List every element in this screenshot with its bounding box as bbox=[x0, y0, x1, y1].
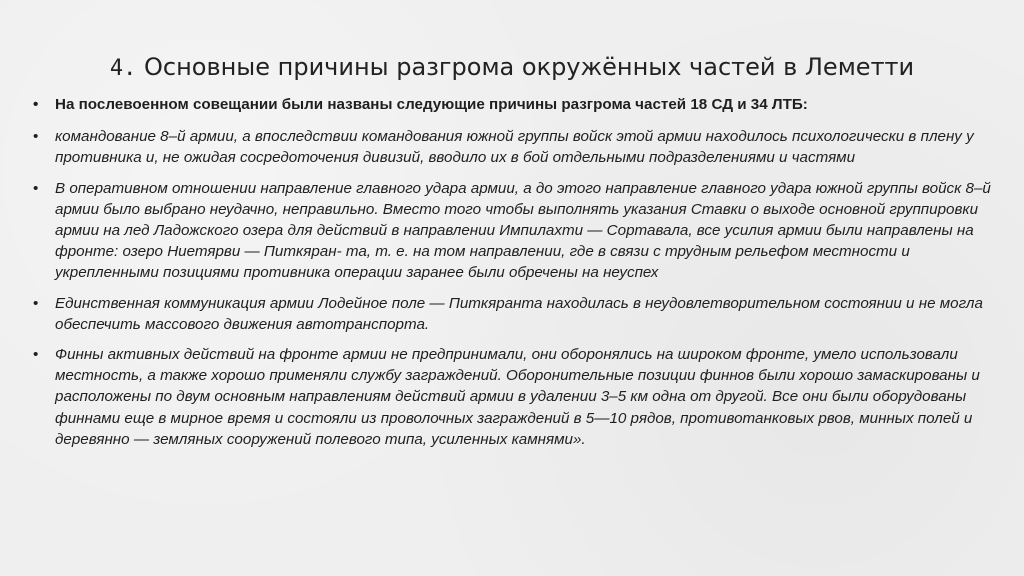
bullet-text: В оперативном отношении направление главного удара армии, а до этого направление главного удара южной группы войск 8–й армии было выбрано неудачно, неправильно. Вместо того чтобы выполнять указания Ставки о выходе основной группировки армии на лед Ладожского озера для действий в направлении Импилахти — Сортавала, все усилия армии были направлены на фронте: озеро Ниетярви — Питкяран- та, т. е. на том направлении, где в связи с трудным рельефом местности и укрепленными позициями противника операции заранее были обречены на неуспех bbox=[55, 179, 991, 282]
bullet-text: Финны активных действий на фронте армии не предпринимали, они оборонялись на широком фронте, умело использовали местность, а также хорошо применяли службу заграждений. Оборонительные позиции финнов были хорошо замаскированы и расположены по двум основным направлениям действий армии в удалении 3–5 км одна от другой. Все они были оборудованы финнами еще в мирное время и состояли из проволочных заграждений в 5—10 рядов, противотанковых рвов, минных полей и деревянно — земляных сооружений полевого типа, усиленных камнями». bbox=[55, 346, 980, 448]
bullet-list bbox=[33, 94, 1001, 459]
bullet-dot-icon: • bbox=[33, 96, 39, 113]
bullet-item-intro bbox=[33, 94, 1001, 115]
bullet-item-finns-defense bbox=[33, 344, 1001, 450]
bullet-text: командование 8–й армии, а впоследствии командования южной группы войск этой армии находилось психологически в плену у противника и, не ожидая сосредоточения дивизий, вводило их в бой отдельными подразделениями и частями bbox=[55, 128, 974, 167]
bullet-dot-icon: • bbox=[33, 294, 39, 312]
bullet-item-command bbox=[33, 126, 1001, 168]
slide-title bbox=[0, 52, 1024, 84]
title-number: 4. bbox=[109, 56, 137, 81]
bullet-dot-icon: • bbox=[33, 128, 39, 146]
bullet-text: Единственная коммуникация армии Лодейное поле — Питкяранта находилась в неудовлетворительном состоянии и не могла обеспечить массового движения автотранспорта. bbox=[55, 294, 983, 333]
bullet-text: На послевоенном совещании были названы следующие причины разгрома частей 18 СД и 34 ЛТБ: bbox=[55, 96, 808, 113]
bullet-item-direction bbox=[33, 178, 1001, 284]
bullet-dot-icon: • bbox=[33, 179, 39, 197]
bullet-dot-icon: • bbox=[33, 346, 39, 364]
bullet-item-communication bbox=[33, 293, 1001, 335]
title-text: Основные причины разгрома окружённых частей в Леметти bbox=[144, 53, 915, 81]
